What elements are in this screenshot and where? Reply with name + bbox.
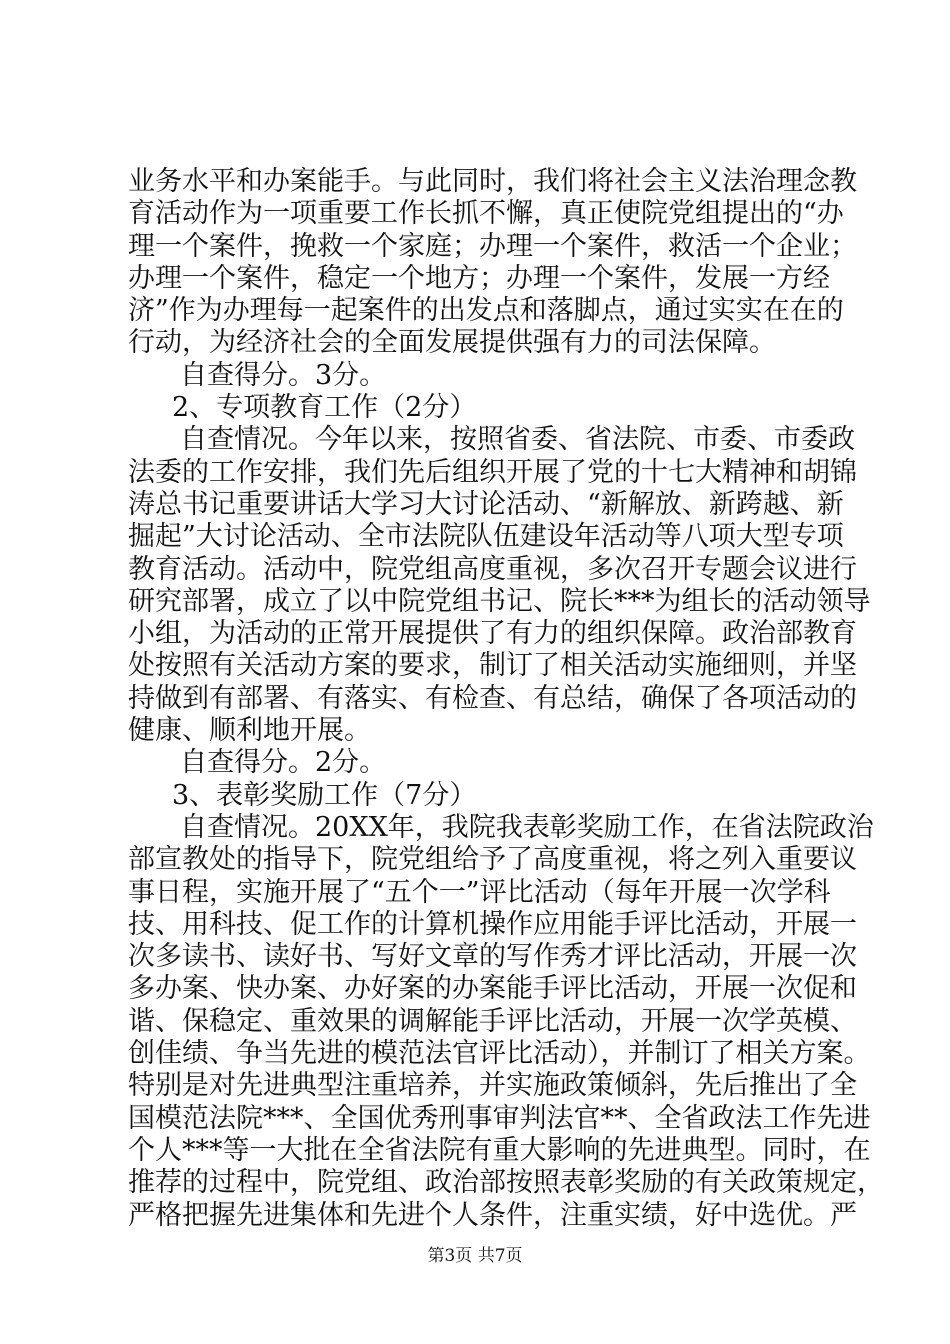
text-line: 理一个案件，挽救一个家庭；办理一个案件，救活一个企业； (128, 230, 857, 262)
page-number-footer: 第3页 共7页 (427, 1246, 523, 1266)
text-line: 掘起”大讨论活动、全市法院队伍建设年活动等八项大型专项 (128, 521, 844, 553)
text-line: 次多读书、读好书、写好文章的写作秀才评比活动，开展一次 (128, 941, 857, 973)
text-line: 涛总书记重要讲话大学习大讨论活动、“新解放、新跨越、新 (128, 488, 844, 520)
paragraph-start-line: 自查情况。20XX年，我院我表彰奖励工作，在省法院政治 (180, 811, 874, 843)
self-score-line: 自查得分。2分。 (180, 747, 387, 779)
text-line: 国模范法院***、全国优秀刑事审判法官**、全省政法工作先进 (128, 1102, 871, 1134)
text-line: 研究部署，成立了以中院党组书记、院长***为组长的活动领导 (128, 585, 871, 617)
text-line: 创佳绩、争当先进的模范法官评比活动），并制订了相关方案。 (128, 1038, 871, 1070)
text-line: 持做到有部署、有落实、有检查、有总结，确保了各项活动的 (128, 682, 857, 714)
text-line: 小组，为活动的正常开展提供了有力的组织保障。政治部教育 (128, 618, 857, 650)
text-line: 业务水平和办案能手。与此同时，我们将社会主义法治理念教 (128, 166, 857, 197)
text-line: 事日程，实施开展了“五个一”评比活动（每年开展一次学科 (128, 876, 831, 908)
self-score-line: 自查得分。3分。 (180, 359, 387, 391)
text-line: 多办案、快办案、办好案的办案能手评比活动，开展一次促和 (128, 973, 857, 1005)
text-line: 法委的工作安排，我们先后组织开展了党的十七大精神和胡锦 (128, 456, 857, 488)
text-line: 个人***等一大批在全省法院有重大影响的先进典型。同时，在 (128, 1134, 871, 1166)
paragraph-start-line: 自查情况。今年以来，按照省委、省法院、市委、市委政 (180, 424, 855, 456)
text-line: 行动，为经济社会的全面发展提供强有力的司法保障。 (128, 327, 776, 359)
text-line: 健康、顺利地开展。 (128, 715, 371, 747)
text-line: 部宣教处的指导下，院党组给予了高度重视，将之列入重要议 (128, 844, 857, 876)
text-line: 济”作为办理每一起案件的出发点和落脚点，通过实实在在的 (128, 295, 844, 327)
section-heading: 2、专项教育工作（2分） (172, 392, 477, 424)
document-body (128, 166, 884, 1232)
text-line: 育活动作为一项重要工作长抓不懈，真正使院党组提出的“办 (128, 198, 844, 230)
text-line: 技、用科技、促工作的计算机操作应用能手评比活动，开展一 (128, 908, 857, 940)
text-line: 教育活动。活动中，院党组高度重视，多次召开专题会议进行 (128, 553, 857, 585)
text-line: 谐、保稳定、重效果的调解能手评比活动，开展一次学英模、 (128, 1005, 857, 1037)
text-line: 严格把握先进集体和先进个人条件，注重实绩，好中选优。严 (128, 1199, 857, 1231)
text-line: 推荐的过程中，院党组、政治部按照表彰奖励的有关政策规定， (128, 1167, 884, 1199)
section-heading: 3、表彰奖励工作（7分） (172, 779, 477, 811)
text-line: 办理一个案件，稳定一个地方；办理一个案件，发展一方经 (128, 262, 830, 294)
text-line: 特别是对先进典型注重培养，并实施政策倾斜，先后推出了全 (128, 1070, 857, 1102)
text-line: 处按照有关活动方案的要求，制订了相关活动实施细则，并坚 (128, 650, 857, 682)
